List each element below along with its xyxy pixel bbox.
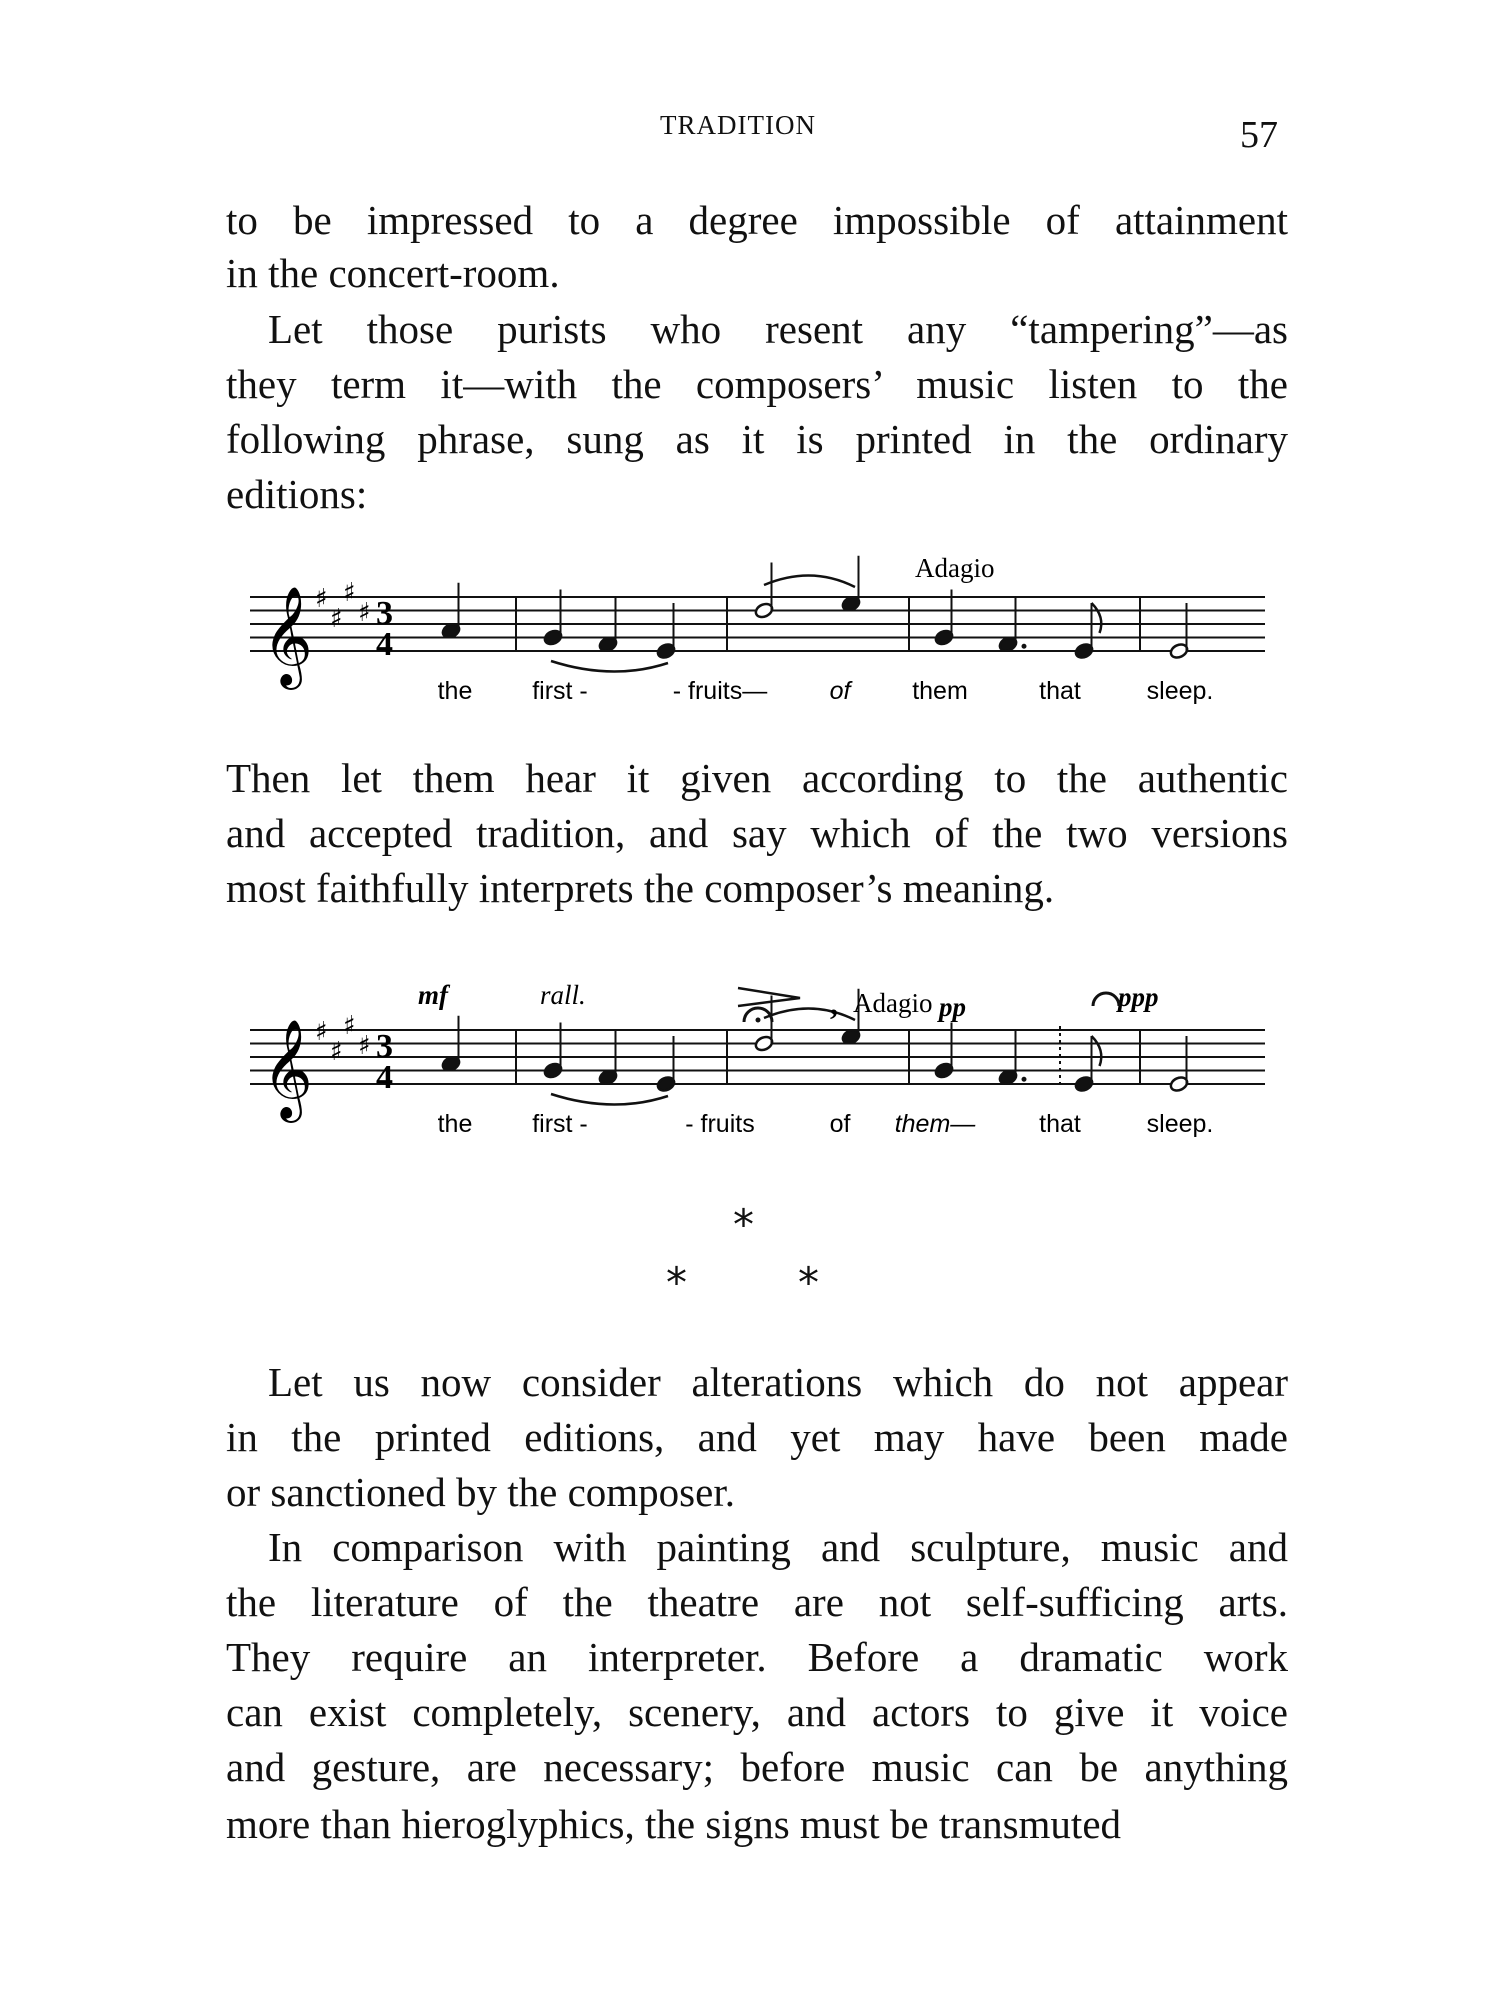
lyric: that — [1039, 1110, 1081, 1138]
slur — [551, 661, 668, 672]
lyric: them — [912, 677, 968, 705]
text-line: in the printed editions, and yet may have been made — [226, 1414, 1288, 1460]
fermata-dot — [756, 1018, 761, 1023]
dynamic-marking: rall. — [540, 980, 586, 1010]
music-example-original — [0, 545, 1500, 705]
running-title: TRADITION — [660, 110, 816, 140]
page-number: 57 — [1240, 114, 1278, 156]
flag — [1092, 1036, 1102, 1066]
text-line: following phrase, sung as it is printed in the ordinary — [226, 416, 1288, 462]
section-break-asterisk: * — [666, 1258, 687, 1307]
lyric: sleep. — [1146, 1110, 1214, 1138]
text-line: editions: — [226, 471, 368, 517]
lyric: first - — [532, 1110, 588, 1138]
dot — [1022, 1077, 1027, 1082]
text-line: the literature of the theatre are not self-sufficing arts. — [226, 1579, 1288, 1625]
section-break-asterisk: * — [733, 1200, 754, 1249]
dynamic-marking: pp — [939, 992, 966, 1022]
text-line: and accepted tradition, and say which of the two versions — [226, 810, 1288, 856]
text-line: or sanctioned by the composer. — [226, 1469, 735, 1515]
sharp-icon: ♯ — [343, 1011, 356, 1041]
lyric: sleep. — [1146, 677, 1214, 705]
slur — [764, 1008, 855, 1020]
breath-mark: , — [830, 985, 838, 1021]
sharp-icon: ♯ — [315, 584, 328, 614]
dynamic-marking: mf — [418, 980, 448, 1010]
text-line: can exist completely, scenery, and actors to give it voice — [226, 1689, 1288, 1735]
time-signature-bottom: 4 — [376, 626, 393, 663]
lyric: of — [829, 1110, 851, 1138]
slur — [764, 575, 855, 587]
text-line: and gesture, are necessary; before music can be anything — [226, 1744, 1288, 1790]
lyric: that — [1039, 677, 1081, 705]
sharp-icon: ♯ — [358, 1031, 371, 1061]
sharp-icon: ♯ — [330, 604, 343, 634]
time-signature-top: 3 — [376, 595, 393, 632]
time-signature-top: 3 — [376, 1028, 393, 1065]
lyric: - fruits — [685, 1110, 755, 1138]
text-line: to be impressed to a degree impossible of attainment — [226, 197, 1288, 243]
lyric: the — [437, 1110, 473, 1138]
dot — [1022, 644, 1027, 649]
sharp-icon: ♯ — [358, 598, 371, 628]
lyric: the — [437, 677, 473, 705]
text-line: most faithfully interprets the composer’s meaning. — [226, 865, 1055, 911]
treble-clef-icon: 𝄞 — [262, 586, 313, 686]
text-line: they term it—with the composers’ music listen to the — [226, 361, 1288, 407]
time-signature-bottom: 4 — [376, 1059, 393, 1096]
treble-clef-icon: 𝄞 — [262, 1019, 313, 1119]
text-line: In comparison with painting and sculpture, music and — [268, 1524, 1288, 1570]
text-line: Let us now consider alterations which do not appear — [268, 1359, 1288, 1405]
flag — [1092, 603, 1102, 633]
dynamic-marking: ppp — [1118, 982, 1159, 1012]
text-line: Then let them hear it given according to the authentic — [226, 755, 1288, 801]
sharp-icon: ♯ — [343, 578, 356, 608]
lyric: first - — [532, 677, 588, 705]
tempo-marking: Adagio — [915, 553, 995, 583]
text-line: in the concert-room. — [226, 250, 560, 296]
lyric: of — [829, 677, 851, 705]
sharp-icon: ♯ — [330, 1037, 343, 1067]
lyric: - fruits— — [672, 677, 768, 705]
fermata-icon — [1093, 993, 1119, 1006]
sharp-icon: ♯ — [315, 1017, 328, 1047]
accent-icon — [738, 988, 800, 1006]
section-break-asterisk: * — [798, 1258, 819, 1307]
tempo-marking: Adagio — [853, 988, 933, 1018]
text-line: more than hieroglyphics, the signs must be transmuted — [226, 1801, 1122, 1847]
text-line: Let those purists who resent any “tampering”—as — [268, 306, 1288, 352]
text-line: They require an interpreter. Before a dramatic work — [226, 1634, 1288, 1680]
lyric: them— — [894, 1110, 976, 1138]
music-example-traditional — [0, 970, 1500, 1140]
slur — [551, 1094, 668, 1105]
